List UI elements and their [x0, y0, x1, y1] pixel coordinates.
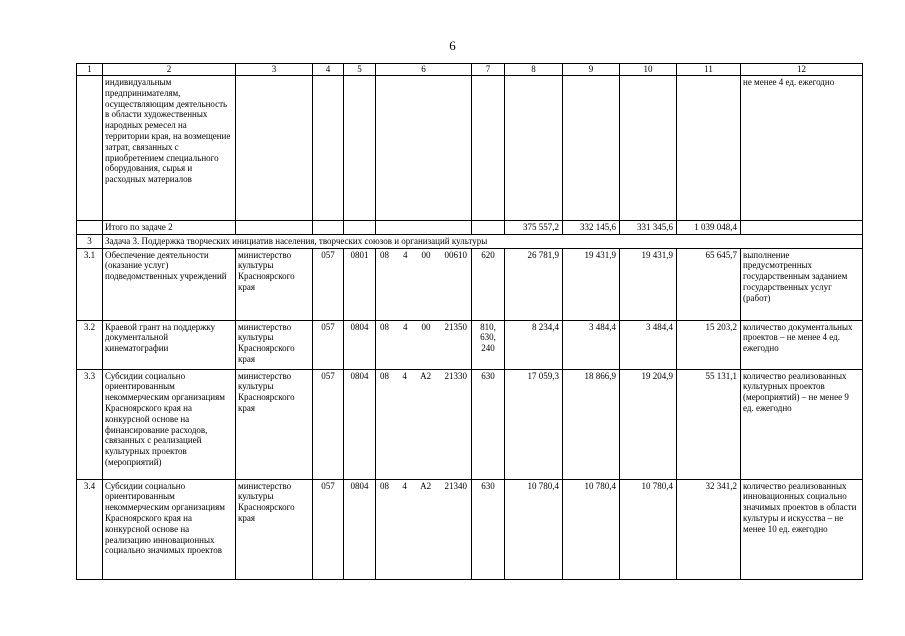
total-row [77, 221, 863, 235]
row-number: 3.4 [77, 479, 103, 579]
value-col8: 8 234,4 [505, 320, 563, 369]
task-label: Задача 3. Поддержка творческих инициатив населения, творческих союзов и организаций культуры [103, 234, 863, 248]
measure-description: Краевой грант на поддержку документальной кинематографии [103, 320, 236, 369]
csr-code: 08 4 00 21350 [376, 320, 472, 369]
csr-code: 08 4 00 00610 [376, 248, 472, 320]
value-col9: 18 866,9 [563, 369, 620, 479]
grbs-code: 057 [313, 479, 344, 579]
col-header: 3 [236, 64, 313, 76]
value-col11: 15 203,2 [677, 320, 741, 369]
col-header: 12 [741, 64, 863, 76]
col-header: 6 [376, 64, 472, 76]
grbs-code: 057 [313, 320, 344, 369]
col-header: 8 [505, 64, 563, 76]
col-header: 5 [344, 64, 376, 76]
budget-table [76, 63, 863, 580]
csr-code: 08 4 А2 21340 [376, 479, 472, 579]
expected-result: количество реализованных культурных проектов (мероприятий) – не менее 9 ед. ежегодно [741, 369, 863, 479]
col-header: 9 [563, 64, 620, 76]
table-row [77, 76, 863, 221]
rzpr-code: 0804 [344, 369, 376, 479]
column-number-row [77, 64, 863, 76]
value-col10: 19 431,9 [620, 248, 677, 320]
page-number: 6 [449, 38, 456, 53]
total-col10: 331 345,6 [620, 221, 677, 235]
measure-description: Субсидии социально ориентированным некоммерческим организациям Красноярского края на конкурсной основе на реализацию инновационных социально значимых проектов [103, 479, 236, 579]
responsible-ministry: министерство культуры Красноярского края [236, 248, 313, 320]
row-number: 3.1 [77, 248, 103, 320]
vr-code: 810, 630, 240 [472, 320, 505, 369]
measure-description: индивидуальным предпринимателям, осуществляющим деятельность в области художественных народных ремесел на территории края, на возмещение затрат, связанных с приобретением специального оборудования, сырья и расходных материалов [103, 76, 236, 221]
col-header: 1 [77, 64, 103, 76]
row-number: 3.2 [77, 320, 103, 369]
measure-description: Субсидии социально ориентированным некоммерческим организациям Красноярского края на конкурсной основе на финансирование расходов, связанных с реализацией культурных проектов (мероприятий) [103, 369, 236, 479]
table-row [77, 369, 863, 479]
grbs-code: 057 [313, 248, 344, 320]
row-number: 3.3 [77, 369, 103, 479]
col-header: 7 [472, 64, 505, 76]
vr-code: 630 [472, 479, 505, 579]
value-col11: 65 645,7 [677, 248, 741, 320]
grbs-code: 057 [313, 369, 344, 479]
task-number: 3 [77, 234, 103, 248]
value-col10: 10 780,4 [620, 479, 677, 579]
responsible-ministry: министерство культуры Красноярского края [236, 369, 313, 479]
value-col10: 3 484,4 [620, 320, 677, 369]
vr-code: 620 [472, 248, 505, 320]
value-col9: 3 484,4 [563, 320, 620, 369]
total-col8: 375 557,2 [505, 221, 563, 235]
value-col10: 19 204,9 [620, 369, 677, 479]
responsible-ministry: министерство культуры Красноярского края [236, 479, 313, 579]
table-row [77, 248, 863, 320]
value-col8: 26 781,9 [505, 248, 563, 320]
expected-result: количество документальных проектов – не менее 4 ед. ежегодно [741, 320, 863, 369]
value-col11: 32 341,2 [677, 479, 741, 579]
measure-description: Обеспечение деятельности (оказание услуг) подведомственных учреждений [103, 248, 236, 320]
table-row [77, 479, 863, 579]
rzpr-code: 0801 [344, 248, 376, 320]
value-col9: 19 431,9 [563, 248, 620, 320]
value-col9: 10 780,4 [563, 479, 620, 579]
value-col11: 55 131,1 [677, 369, 741, 479]
total-col11: 1 039 048,4 [677, 221, 741, 235]
col-header: 10 [620, 64, 677, 76]
total-col9: 332 145,6 [563, 221, 620, 235]
rzpr-code: 0804 [344, 320, 376, 369]
value-col8: 17 059,3 [505, 369, 563, 479]
rzpr-code: 0804 [344, 479, 376, 579]
expected-result: количество реализованных инновационных социально значимых проектов в области культуры и искусства – не менее 10 ед. ежегодно [741, 479, 863, 579]
table-row [77, 320, 863, 369]
col-header: 4 [313, 64, 344, 76]
responsible-ministry: министерство культуры Красноярского края [236, 320, 313, 369]
expected-result: не менее 4 ед. ежегодно [741, 76, 863, 221]
col-header: 2 [103, 64, 236, 76]
expected-result: выполнение предусмотренных государственным заданием государственных услуг (работ) [741, 248, 863, 320]
vr-code: 630 [472, 369, 505, 479]
task-row [77, 234, 863, 248]
csr-code: 08 4 А2 21330 [376, 369, 472, 479]
value-col8: 10 780,4 [505, 479, 563, 579]
col-header: 11 [677, 64, 741, 76]
total-label: Итого по задаче 2 [103, 221, 236, 235]
